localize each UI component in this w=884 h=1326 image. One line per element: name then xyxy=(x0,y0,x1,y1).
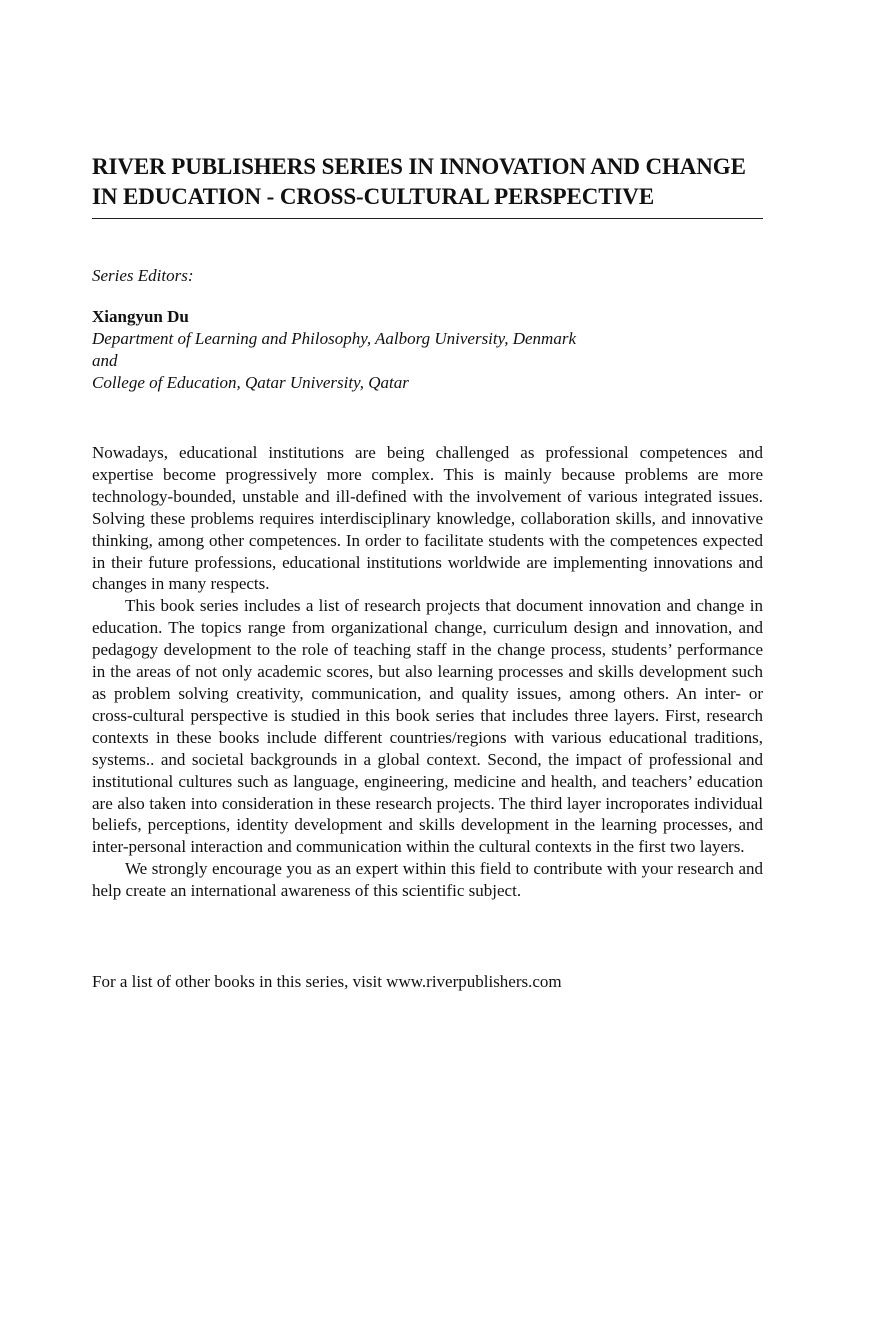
title-divider xyxy=(92,218,763,219)
editor-block xyxy=(92,306,763,394)
series-description xyxy=(92,442,763,902)
series-title xyxy=(92,152,763,212)
series-editors-label: Series Editors: xyxy=(92,266,194,285)
editor-affiliation-2: College of Education, Qatar University, Qatar xyxy=(92,373,409,392)
editor-affiliation-connector: and xyxy=(92,351,118,370)
series-list-note: For a list of other books in this series, visit www.riverpublishers.com xyxy=(92,972,562,991)
editor-affiliation-1: Department of Learning and Philosophy, Aalborg University, Denmark xyxy=(92,329,576,348)
description-paragraph-2: This book series includes a list of research projects that document innovation and change in education. The topics range from organizational change, curriculum design and innovation, and pedagogy development to the role of teaching staff in the change process, students’ performance in the areas of not only academic scores, but also learning processes and skills development such as problem solving creativity, communication, and quality issues, among others. An inter- or cross-cultural perspective is studied in this book series that includes three layers. First, research contexts in these books include different countries/regions with various educational traditions, systems.. and societal backgrounds in a global context. Second, the impact of professional and institutional cultures such as language, engineering, medicine and health, and teachers’ education are also taken into consideration in these research projects. The third layer incroporates individual beliefs, perceptions, identity development and skills development in the learning processes, and inter-personal interaction and communication within the cultural contexts in the first two layers. xyxy=(92,596,763,857)
series-title-line-2: IN EDUCATION - CROSS-CULTURAL PERSPECTIVE xyxy=(92,184,655,209)
description-paragraph-3: We strongly encourage you as an expert within this field to contribute with your research and help create an international awareness of this scientific subject. xyxy=(92,859,763,901)
description-paragraph-1: Nowadays, educational institutions are being challenged as professional competences and expertise become progressively more complex. This is mainly because problems are more technology-bounded, unstable and ill-defined with the involvement of various integrated issues. Solving these problems requires interdisciplinary knowledge, collaboration skills, and innovative thinking, among other competences. In order to facilitate students with the competences expected in their future professions, educational institutions worldwide are implementing innovations and changes in many respects. xyxy=(92,443,763,594)
editor-name: Xiangyun Du xyxy=(92,307,189,326)
series-title-line-1: RIVER PUBLISHERS SERIES IN INNOVATION AND CHANGE xyxy=(92,154,746,179)
